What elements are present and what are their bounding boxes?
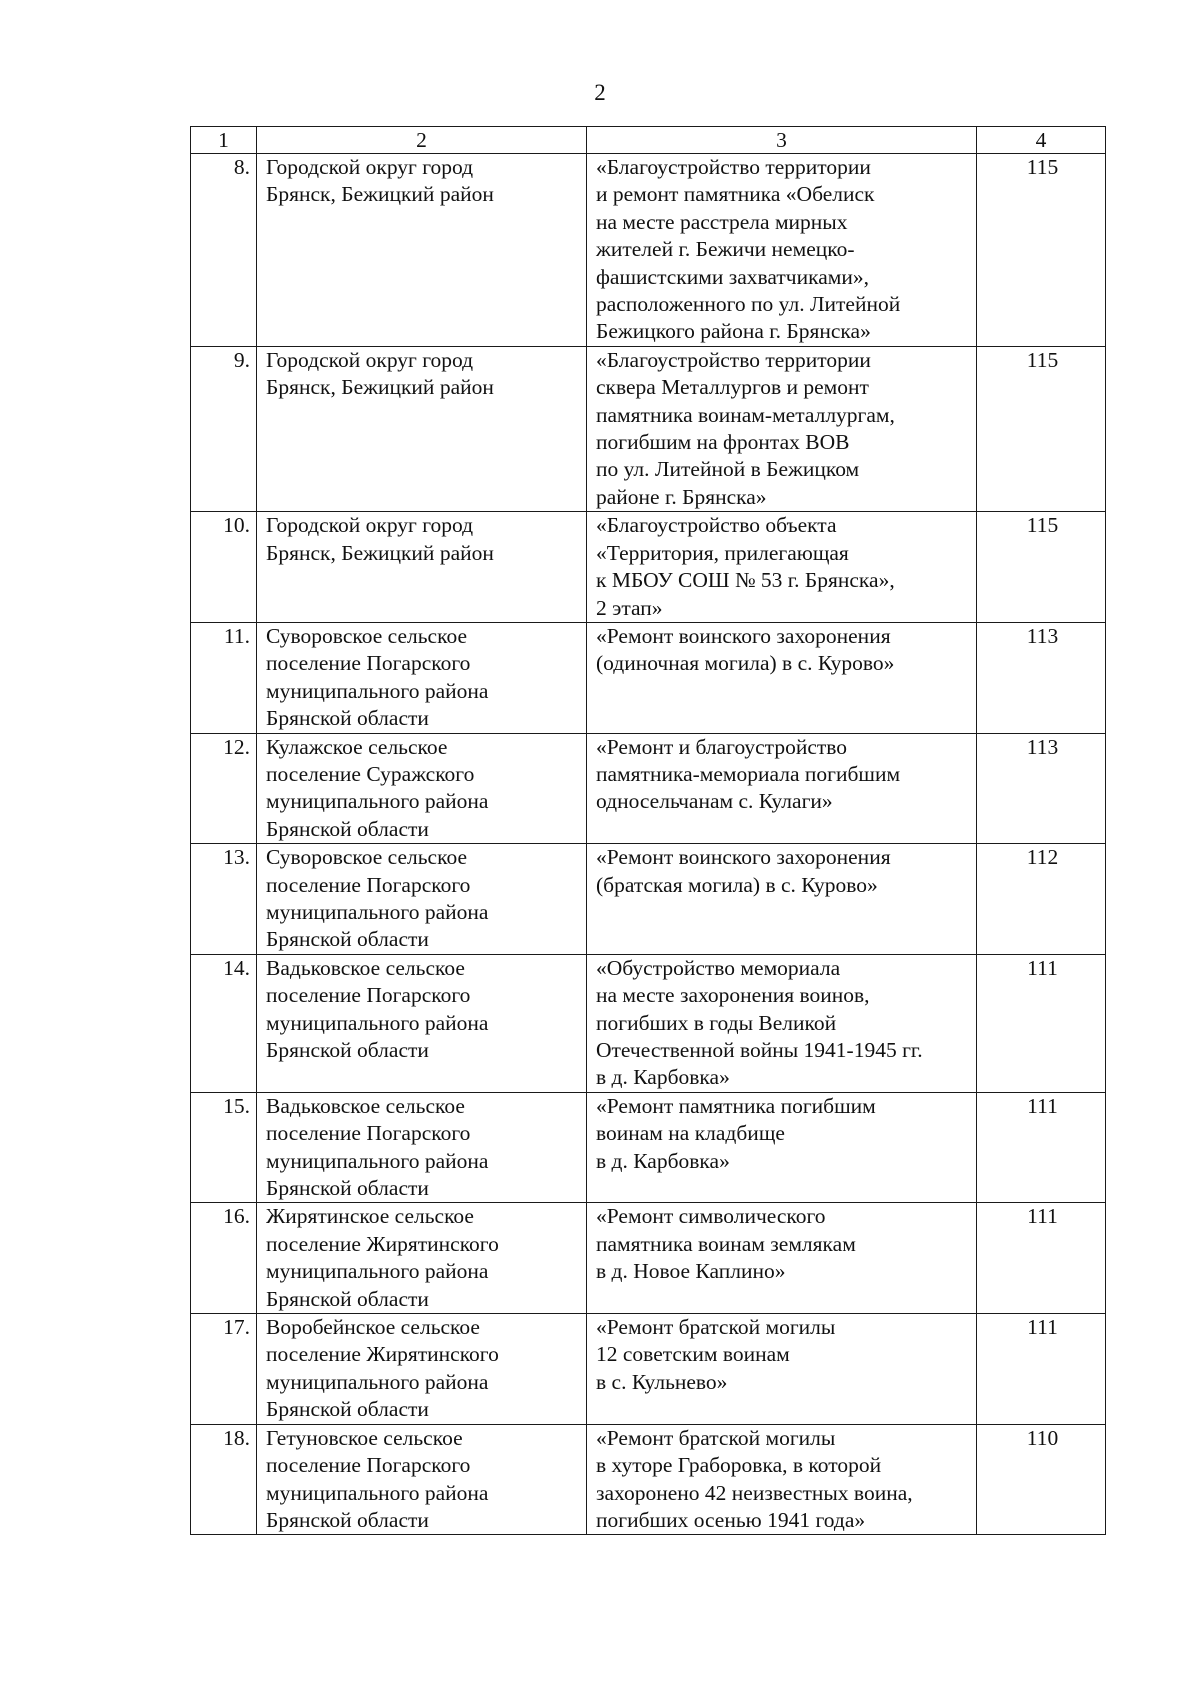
row-number: 17. bbox=[191, 1314, 257, 1425]
table-row bbox=[191, 954, 1106, 1092]
project-cell: «Благоустройство территории и ремонт памятника «Обелиск на месте расстрела мирных жителей г. Бежичи немецко- фашистскими захватчиками», расположенного по ул. Литейной Бежицкого района г. Брянска» bbox=[587, 154, 977, 347]
row-number: 11. bbox=[191, 622, 257, 733]
applicant-cell: Вадьковское сельское поселение Погарского муниципального района Брянской области bbox=[257, 1092, 587, 1203]
applicant-cell: Суворовское сельское поселение Погарского муниципального района Брянской области bbox=[257, 844, 587, 955]
table-row bbox=[191, 1092, 1106, 1203]
project-cell: «Ремонт символического памятника воинам землякам в д. Новое Каплино» bbox=[587, 1203, 977, 1314]
score-cell: 113 bbox=[977, 733, 1106, 844]
project-cell: «Благоустройство объекта «Территория, прилегающая к МБОУ СОШ № 53 г. Брянска», 2 этап» bbox=[587, 512, 977, 623]
score-cell: 111 bbox=[977, 1092, 1106, 1203]
score-cell: 111 bbox=[977, 1314, 1106, 1425]
row-number: 16. bbox=[191, 1203, 257, 1314]
table-body bbox=[191, 154, 1106, 1535]
score-cell: 115 bbox=[977, 346, 1106, 511]
column-header-applicant: 2 bbox=[257, 127, 587, 154]
row-number: 12. bbox=[191, 733, 257, 844]
table-row bbox=[191, 1424, 1106, 1535]
score-cell: 115 bbox=[977, 154, 1106, 347]
applicant-cell: Городской округ город Брянск, Бежицкий район bbox=[257, 346, 587, 511]
project-cell: «Ремонт памятника погибшим воинам на кладбище в д. Карбовка» bbox=[587, 1092, 977, 1203]
project-cell: «Обустройство мемориала на месте захоронения воинов, погибших в годы Великой Отечественной войны 1941-1945 гг. в д. Карбовка» bbox=[587, 954, 977, 1092]
project-cell: «Ремонт и благоустройство памятника-мемориала погибшим односельчанам с. Кулаги» bbox=[587, 733, 977, 844]
score-cell: 112 bbox=[977, 844, 1106, 955]
score-cell: 115 bbox=[977, 512, 1106, 623]
applicant-cell: Городской округ город Брянск, Бежицкий район bbox=[257, 154, 587, 347]
score-cell: 111 bbox=[977, 1203, 1106, 1314]
page-number: 2 bbox=[594, 80, 606, 105]
applicant-cell: Гетуновское сельское поселение Погарского муниципального района Брянской области bbox=[257, 1424, 587, 1535]
table-header-row bbox=[191, 127, 1106, 154]
applicant-cell: Городской округ город Брянск, Бежицкий район bbox=[257, 512, 587, 623]
project-cell: «Ремонт братской могилы в хуторе Граборовка, в которой захоронено 42 неизвестных воина, погибших осенью 1941 года» bbox=[587, 1424, 977, 1535]
table-row bbox=[191, 622, 1106, 733]
row-number: 18. bbox=[191, 1424, 257, 1535]
applicant-cell: Вадьковское сельское поселение Погарского муниципального района Брянской области bbox=[257, 954, 587, 1092]
project-cell: «Благоустройство территории сквера Металлургов и ремонт памятника воинам-металлургам, погибшим на фронтах ВОВ по ул. Литейной в Бежицком районе г. Брянска» bbox=[587, 346, 977, 511]
applicant-cell: Жирятинское сельское поселение Жирятинского муниципального района Брянской области bbox=[257, 1203, 587, 1314]
project-cell: «Ремонт воинского захоронения (братская могила) в с. Курово» bbox=[587, 844, 977, 955]
row-number: 15. bbox=[191, 1092, 257, 1203]
project-cell: «Ремонт братской могилы 12 советским воинам в с. Кульнево» bbox=[587, 1314, 977, 1425]
table-row bbox=[191, 1203, 1106, 1314]
table-row bbox=[191, 512, 1106, 623]
column-header-score: 4 bbox=[977, 127, 1106, 154]
table-row bbox=[191, 733, 1106, 844]
table-row bbox=[191, 844, 1106, 955]
score-cell: 110 bbox=[977, 1424, 1106, 1535]
row-number: 10. bbox=[191, 512, 257, 623]
score-cell: 113 bbox=[977, 622, 1106, 733]
project-cell: «Ремонт воинского захоронения (одиночная могила) в с. Курово» bbox=[587, 622, 977, 733]
score-cell: 111 bbox=[977, 954, 1106, 1092]
row-number: 14. bbox=[191, 954, 257, 1092]
applicant-cell: Воробейнское сельское поселение Жирятинского муниципального района Брянской области bbox=[257, 1314, 587, 1425]
table-row bbox=[191, 346, 1106, 511]
applicant-cell: Кулажское сельское поселение Суражского муниципального района Брянской области bbox=[257, 733, 587, 844]
projects-table bbox=[190, 126, 1106, 1535]
row-number: 9. bbox=[191, 346, 257, 511]
row-number: 8. bbox=[191, 154, 257, 347]
row-number: 13. bbox=[191, 844, 257, 955]
applicant-cell: Суворовское сельское поселение Погарского муниципального района Брянской области bbox=[257, 622, 587, 733]
table-row bbox=[191, 1314, 1106, 1425]
table-row bbox=[191, 154, 1106, 347]
column-header-project: 3 bbox=[587, 127, 977, 154]
column-header-number: 1 bbox=[191, 127, 257, 154]
